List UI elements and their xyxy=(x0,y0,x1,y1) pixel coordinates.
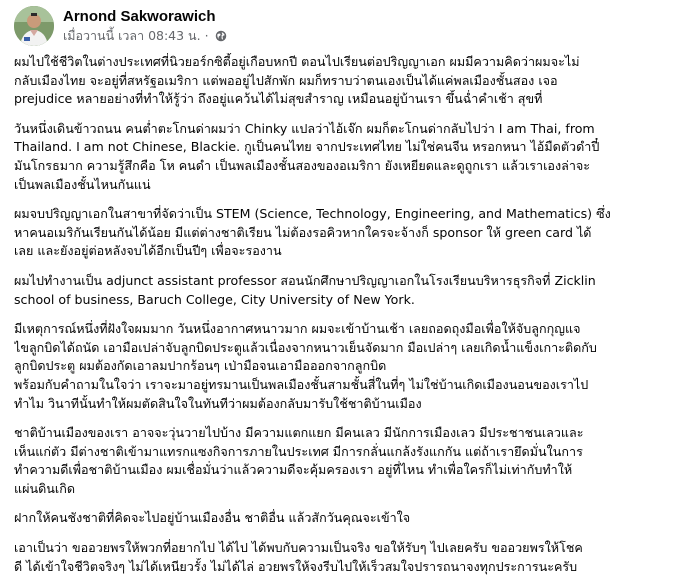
paragraph-line: ผมจบปริญญาเอกในสาขาที่จัดว่าเป็น STEM (Science, Technology, Engineering, and Mathematics) ซึ่ง xyxy=(14,206,611,222)
post-header xyxy=(14,4,661,44)
paragraph-line: แผ่นดินเกิด xyxy=(14,480,76,496)
post-paragraph xyxy=(14,272,661,309)
paragraph-line: prejudice หลายอย่างที่ทำให้รู้ว่า ถึงอยู่แคว้นได้ไม่สุขสำราญ เหมือนอยู่บ้านเรา ขึ้นฉ่ำคำเช้า สุขที่ xyxy=(14,91,543,107)
avatar-image xyxy=(14,6,54,46)
paragraph-line: ดี ได้เข้าใจชีวิตจริงๆ ไม่ได้เหนียวรั้ง ไม่ได้ไล่ อวยพรให้จงรีบไปให้เร็วสมใจปรารถนาจงทุกประการนะครับ xyxy=(14,558,578,574)
paragraph-line: ไขลูกบิดได้ถนัด เอามือเปล่าจับลูกบิดประตูแล้วเนื่องจากหนาวเย็นจัดมาก มือเปล่าๆ เลยเกิดน้ำแข็งเกาะติดกับ xyxy=(14,339,597,355)
paragraph-line: มีเหตุการณ์หนึ่งที่ฝังใจผมมาก วันหนึ่งอากาศหนาวมาก ผมจะเข้าบ้านเช้า เลยถอดถุงมือเพื่อให้จับลูกกุญแจ xyxy=(14,321,581,337)
post-meta xyxy=(63,4,227,45)
post-paragraph xyxy=(14,320,661,413)
author-name[interactable]: Arnond Sakworawich xyxy=(63,8,216,25)
paragraph-line: ฝากให้คนชังชาติที่คิดจะไปอยู่บ้านเมืองอื่น ชาติอื่น แล้วสักวันคุณจะเข้าใจ xyxy=(14,510,411,526)
paragraph-line: วันหนึ่งเดินข้าวถนน คนต่ำตะโกนด่าผมว่า Chinky แปลว่าไอ้เจ๊ก ผมก็ตะโกนด่ากลับไปว่า I am Thai, from xyxy=(14,120,595,136)
post-paragraph xyxy=(14,509,661,528)
paragraph-line: ทำไม วินาทีนั้นทำให้ผมตัดสินใจในทันทีว่าผมต้องกลับมารับใช้ชาติบ้านเมือง xyxy=(14,395,422,411)
paragraph-line: school of business, Baruch College, City University of New York. xyxy=(14,291,415,307)
paragraph-line: Thailand. I am not Chinese, Blackie. กูเป็นคนไทย จากประเทศไทย ไม่ใช่คนจีน หรอกหนา ไอ้มืดตัวดำปี๋ xyxy=(14,139,600,155)
post-body xyxy=(14,53,661,576)
paragraph-line: ชาติบ้านเมืองของเรา อาจจะวุ่นวายไปบ้าง มีความแตกแยก มีคนเลว มีนักการเมืองเลว มีประชาชนเลวและ xyxy=(14,425,584,441)
paragraph-line: เอาเป็นว่า ขออวยพรให้พวกที่อยากไป ได้ไป ได้พบกับความเป็นจริง ขอให้รับๆ ไปเลยครับ ขออวยพรให้โชค xyxy=(14,540,583,556)
post-paragraph xyxy=(14,539,661,576)
paragraph-line: เห็นแก่ตัว มีต่างชาติเข้ามาแทรกแซงกิจการภายในประเทศ มีการกลั่นแกล้งรังแกกัน แต่ถ้าเรายึดมั่นในการ xyxy=(14,443,583,459)
post-subline xyxy=(63,27,227,45)
paragraph-line: ทำความดีเพื่อชาติบ้านเมือง ผมเชื่อมั่นว่าแล้วความดีจะคุ้มครองเรา อยู่ที่ไหน ทำเพื่อใครก็ไม่เท่ากับทำให้ xyxy=(14,462,573,478)
post-paragraph xyxy=(14,53,661,109)
paragraph-line: เลย และยังอยู่ต่อหลังจบได้อีกเป็นปีๆ เพื่อจะรองาน xyxy=(14,243,282,259)
author-avatar[interactable] xyxy=(14,6,54,46)
post-timestamp[interactable]: เมื่อวานนี้ เวลา 08:43 น. xyxy=(63,28,201,43)
paragraph-line: หาคนอเมริกันเรียนกันได้น้อย มีแต่ต่างชาติเรียน ไม่ต้องรอคิวหากใครจะจ้างก็ sponsor ให้ green card ได้ xyxy=(14,224,592,240)
paragraph-line: ลูกบิดประตู ผมต้องกัดเอาลมปากร้อนๆ เป่ามือจนเอามือออกจากลูกบิด xyxy=(14,358,387,374)
paragraph-line: พร้อมกับคำถามในใจว่า เราจะมาอยู่ทรมานเป็นพลเมืองชั้นสามชั้นสี่ในที่ๆ ไม่ใช่บ้านเกิดเมืองนอนของเราไป xyxy=(14,376,589,392)
post-paragraph xyxy=(14,120,661,194)
globe-icon[interactable] xyxy=(215,30,227,42)
paragraph-line: มันโกรธมาก ความรู้สึกคือ โห คนดำ เป็นพลเมืองชั้นสองของอเมริกา ยังเหยียดและดูถูกเรา แล้วเราเองล่าจะ xyxy=(14,157,591,173)
paragraph-line: ผมไปใช้ชีวิตในต่างประเทศที่นิวยอร์กซิตี้อยู่เกือบหกปี ตอนไปเรียนต่อปริญญาเอก ผมมีความคิดว่าผมจะไม่ xyxy=(14,54,580,69)
post-paragraph xyxy=(14,205,661,261)
paragraph-line: ผมไปทำงานเป็น adjunct assistant professor สอนนักศึกษาปริญญาเอกในโรงเรียนบริหารธุรกิจที่ Zicklin xyxy=(14,272,596,288)
post-paragraph xyxy=(14,424,661,498)
paragraph-line: เป็นพลเมืองชั้นไหนกันแน่ xyxy=(14,176,151,192)
separator-dot: · xyxy=(204,28,209,43)
paragraph-line: กลับเมืองไทย จะอยู่ที่สหรัฐอเมริกา แต่พออยู่ไปสักพัก ผมก็ทราบว่าตนเองเป็นได้แค่พลเมืองชั้นสอง เจอ xyxy=(14,72,558,88)
